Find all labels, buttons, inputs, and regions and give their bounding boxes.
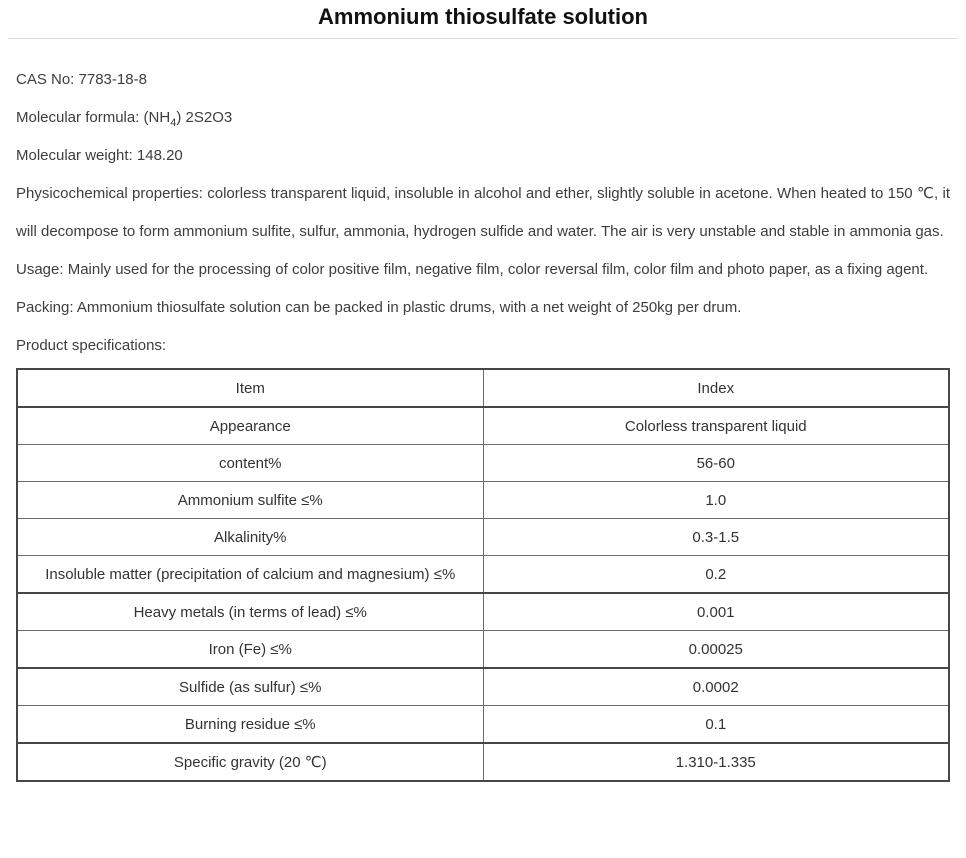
table-row-content: [17, 445, 949, 482]
column-header-item: Item: [17, 369, 483, 407]
item-cell: Appearance: [17, 407, 483, 445]
item-cell: content%: [17, 445, 483, 482]
formula-subscript: 4: [170, 117, 177, 129]
index-cell: 0.00025: [483, 631, 949, 669]
table-header-row: [17, 369, 949, 407]
molecular-formula-line: [16, 99, 950, 137]
formula-prefix: Molecular formula: (NH: [16, 109, 171, 126]
table-row-alkalinity: [17, 519, 949, 556]
item-cell: Ammonium sulfite ≤%: [17, 482, 483, 519]
index-cell: 1.310-1.335: [483, 743, 949, 781]
document-page: [0, 4, 966, 782]
table-row-insoluble-matter: [17, 556, 949, 594]
index-cell: 0.1: [483, 706, 949, 744]
specifications-table: [16, 368, 950, 782]
item-cell: Iron (Fe) ≤%: [17, 631, 483, 669]
table-row-ammonium-sulfite: [17, 482, 949, 519]
table-row-burning-residue: [17, 706, 949, 744]
usage-paragraph: Usage: Mainly used for the processing of color positive film, negative film, color reversal film, color film and photo paper, as a fixing agent.: [16, 261, 929, 278]
cas-number-line: CAS No: 7783-18-8: [16, 71, 147, 88]
table-row-sulfide: [17, 668, 949, 706]
product-specifications-label: Product specifications:: [16, 337, 167, 354]
molecular-weight-line: Molecular weight: 148.20: [16, 147, 183, 164]
table-row-iron: [17, 631, 949, 669]
page-title: Ammonium thiosulfate solution: [318, 4, 648, 29]
item-cell: Heavy metals (in terms of lead) ≤%: [17, 593, 483, 631]
table-row-appearance: [17, 407, 949, 445]
column-header-index: Index: [483, 369, 949, 407]
item-cell: Alkalinity%: [17, 519, 483, 556]
index-cell: Colorless transparent liquid: [483, 407, 949, 445]
index-cell: 0.3-1.5: [483, 519, 949, 556]
item-cell: Specific gravity (20 ℃): [17, 743, 483, 781]
table-row-heavy-metals: [17, 593, 949, 631]
table-row-specific-gravity: [17, 743, 949, 781]
index-cell: 1.0: [483, 482, 949, 519]
index-cell: 56-60: [483, 445, 949, 482]
formula-suffix: ) 2S2O3: [176, 109, 233, 126]
physicochemical-properties-paragraph: Physicochemical properties: colorless transparent liquid, insoluble in alcohol and ether, slightly soluble in acetone. When heated to 150 ℃, it will decompose to form ammonium sulfite, sulfur, ammonia, hydrogen sulfide and water. The air is very unstable and stable in ammonia gas.: [16, 185, 950, 240]
document-body: [0, 39, 966, 782]
item-cell: Burning residue ≤%: [17, 706, 483, 744]
index-cell: 0.2: [483, 556, 949, 594]
item-cell: Insoluble matter (precipitation of calcium and magnesium) ≤%: [17, 556, 483, 594]
item-cell: Sulfide (as sulfur) ≤%: [17, 668, 483, 706]
index-cell: 0.0002: [483, 668, 949, 706]
index-cell: 0.001: [483, 593, 949, 631]
packing-paragraph: Packing: Ammonium thiosulfate solution can be packed in plastic drums, with a net weight of 250kg per drum.: [16, 299, 742, 316]
